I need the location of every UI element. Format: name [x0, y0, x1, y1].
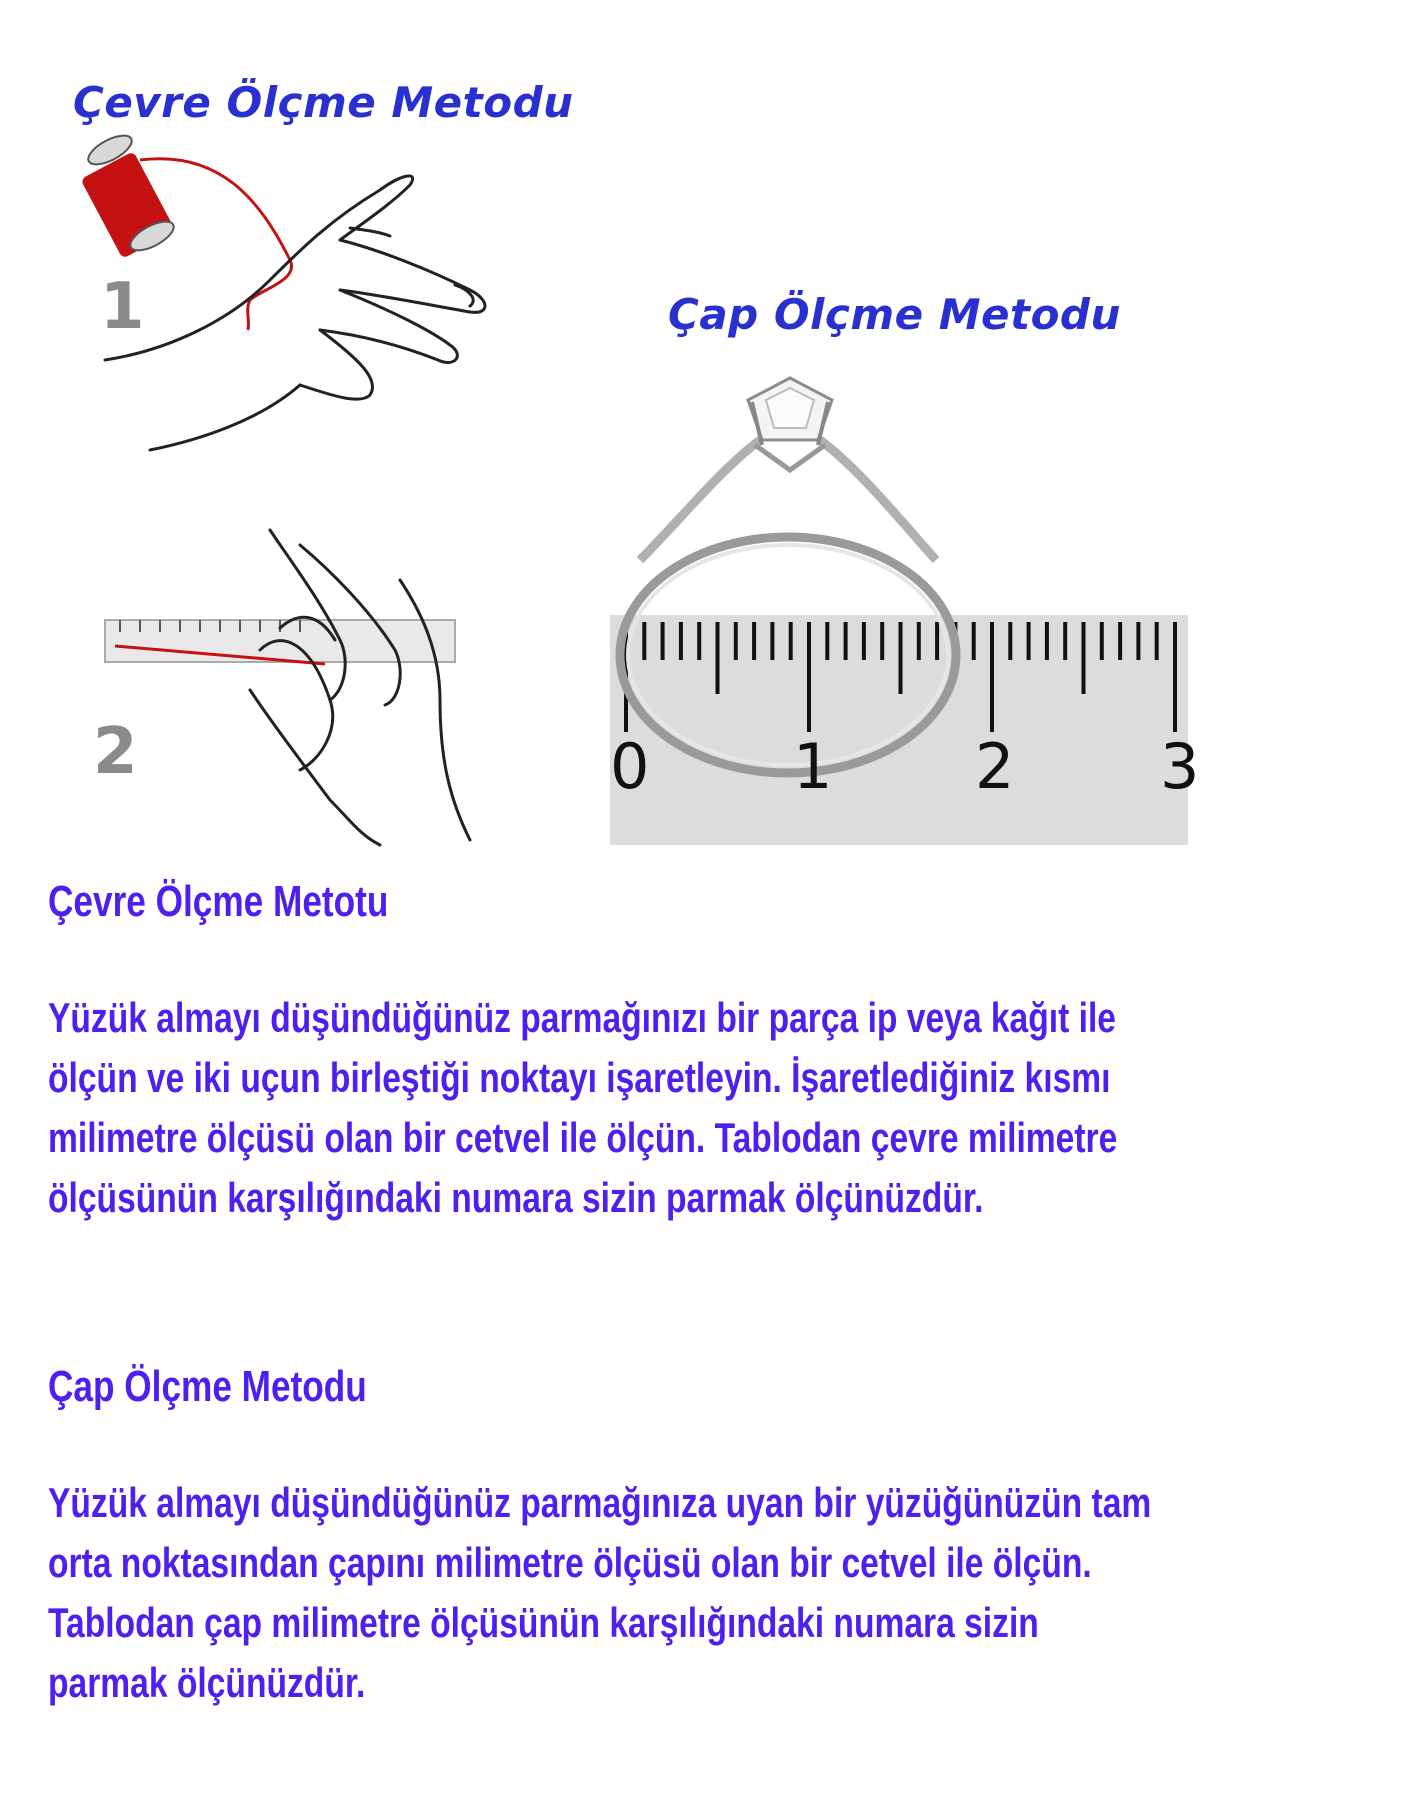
- large-ruler-icon: [610, 615, 1200, 845]
- diameter-method-title: Çap Ölçme Metodu: [668, 290, 1121, 339]
- illustration-svg: [0, 0, 1200, 850]
- step-number-2: 2: [93, 715, 138, 789]
- step-number-1: 1: [100, 270, 145, 344]
- measurement-illustration: [0, 0, 1200, 850]
- circumference-heading-text: Çevre Ölçme Metotu: [48, 877, 389, 926]
- diameter-heading: [48, 1357, 1158, 1417]
- circumference-method-title: Çevre Ölçme Metodu: [73, 78, 574, 127]
- ruler-label-1: 1: [793, 730, 833, 803]
- ruler-label-0: 0: [610, 730, 650, 803]
- circumference-paragraph: [48, 988, 1158, 1228]
- diameter-heading-text: Çap Ölçme Metodu: [48, 1362, 367, 1411]
- diameter-paragraph-text: Yüzük almayı düşündüğünüz parmağınıza uyan bir yüzüğünüzün tam orta noktasından çapını milimetre ölçüsü olan bir cetvel ile ölçün. Tablodan çap milimetre ölçüsünün karşılığındaki numara sizin parmak ölçünüzdür.: [48, 1479, 1152, 1706]
- ruler-label-3: 3: [1160, 730, 1200, 803]
- circumference-heading: [48, 872, 1158, 932]
- ruler-label-2: 2: [975, 730, 1015, 803]
- diameter-paragraph: [48, 1473, 1158, 1713]
- circumference-paragraph-text: Yüzük almayı düşündüğünüz parmağınızı bir parça ip veya kağıt ile ölçün ve iki uçun birleştiği noktayı işaretleyin. İşaretlediğiniz kısmı milimetre ölçüsü olan bir cetvel ile ölçün. Tablodan çevre milimetre ölçüsünün karşılığındaki numara sizin parmak ölçünüzdür.: [48, 994, 1118, 1221]
- hand-holding-thread-icon: [250, 530, 470, 845]
